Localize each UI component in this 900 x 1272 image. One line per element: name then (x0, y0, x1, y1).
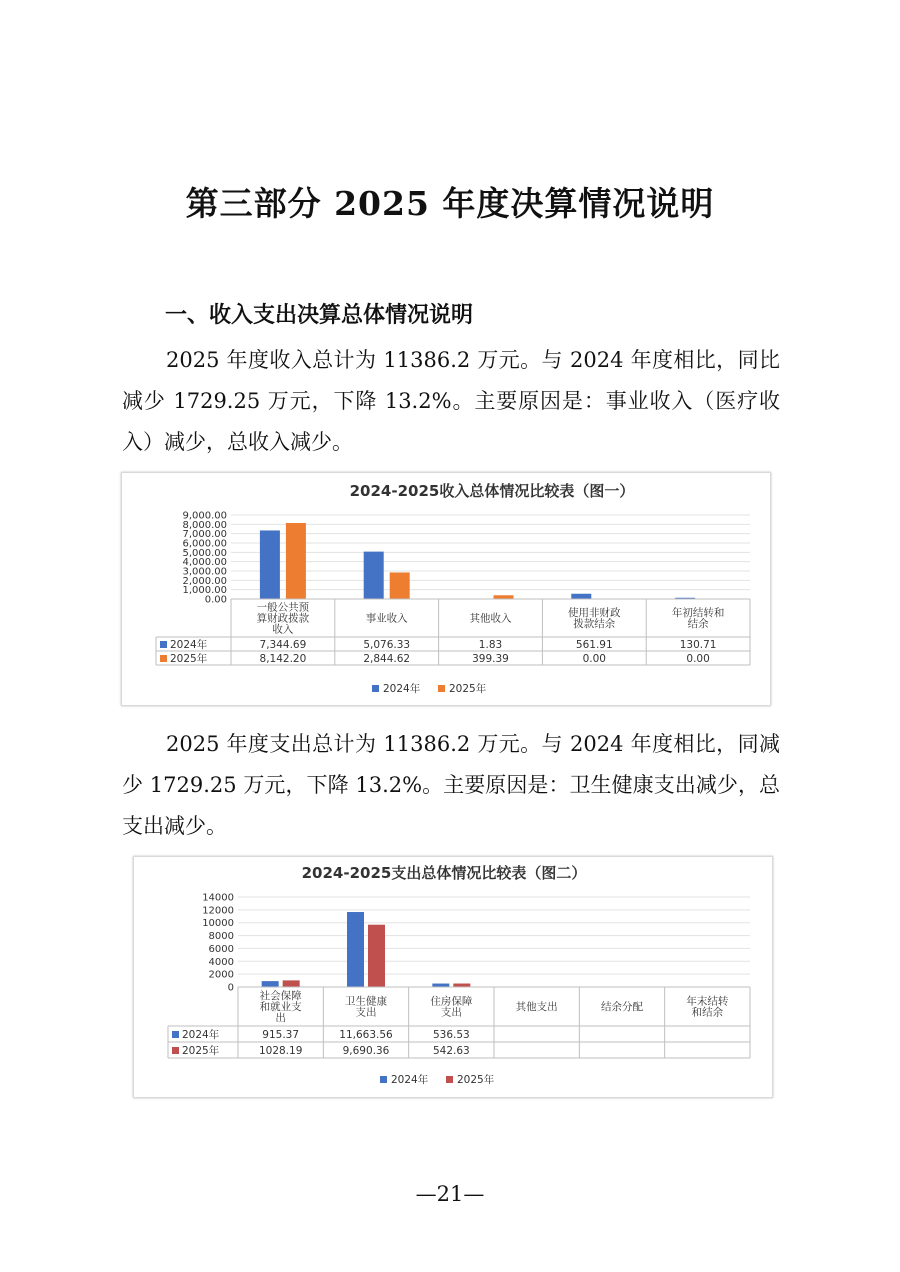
c1-data-label: 0.00 (582, 653, 606, 665)
c1-data-label: 399.39 (472, 653, 509, 665)
c1-y-tick-label: 6,000.00 (182, 538, 227, 550)
c1-bar-2025年 (494, 595, 514, 599)
c1-data-label: 5,076.33 (363, 639, 411, 651)
c1-y-tick-label: 8,000.00 (182, 519, 227, 531)
income-chart (121, 472, 771, 706)
c2-y-tick-label: 8000 (208, 931, 234, 943)
c1-data-label: 7,344.69 (259, 639, 307, 651)
income-chart-svg (122, 473, 770, 705)
expense-paragraph: 2025 年度支出总计为 11386.2 万元。与 2024 年度相比，同减少 1729.25 万元，下降 13.2%。主要原因是：卫生健康支出减少，总支出减少。 (122, 732, 780, 838)
c1-chart-title: 2024-2025收入总体情况比较表（图一） (349, 482, 635, 500)
c1-y-tick-label: 3,000.00 (182, 566, 227, 578)
c2-bar-2025年 (283, 980, 300, 987)
c2-bar-2025年 (453, 984, 470, 987)
c2-category-label: 和就业支 (259, 1001, 302, 1013)
c2-data-label: 1028.19 (258, 1045, 303, 1057)
income-paragraph: 2025 年度收入总计为 11386.2 万元。与 2024 年度相比，同比减少 1729.25 万元，下降 13.2%。主要原因是：事业收入（医疗收入）减少，总收入减少。 (122, 348, 780, 454)
c2-bar-2024年 (262, 981, 279, 987)
c1-legend-label: 2024年 (383, 683, 421, 695)
c2-category-label: 支出 (440, 1006, 462, 1019)
c1-category-label: 事业收入 (365, 612, 408, 625)
expense-chart (133, 856, 773, 1098)
c1-bar-2024年 (364, 552, 384, 599)
c2-y-tick-label: 6000 (208, 943, 234, 955)
c2-y-tick-label: 2000 (208, 969, 234, 981)
c1-category-label: 结余 (687, 618, 709, 630)
c2-data-label: 9,690.36 (342, 1045, 390, 1057)
c2-table-series-name: 2025年 (182, 1045, 220, 1057)
c1-legend-key (438, 685, 445, 692)
c2-category-label: 和结余 (691, 1006, 724, 1019)
c1-bar-2024年 (260, 530, 280, 599)
c1-y-tick-label: 7,000.00 (182, 529, 227, 541)
c2-category-label: 出 (275, 1012, 286, 1024)
c2-y-tick-label: 4000 (208, 956, 234, 968)
c2-category-label: 其他支出 (515, 1001, 558, 1013)
c2-data-label: 542.63 (432, 1045, 470, 1057)
c2-legend-key (446, 1076, 453, 1083)
page-number: —21— (415, 1182, 485, 1206)
c1-category-label: 使用非财政 (568, 607, 621, 619)
c1-legend-label: 2025年 (449, 683, 487, 695)
c1-bar-2024年 (571, 594, 591, 599)
c2-category-label: 住房保障 (430, 995, 473, 1008)
c2-y-tick-label: 14000 (202, 892, 234, 904)
c2-category-label: 年末结转 (686, 995, 729, 1008)
c1-data-label: 561.91 (575, 639, 613, 651)
c2-table-legend-key (172, 1031, 179, 1038)
c1-table-legend-key (160, 655, 167, 662)
c2-category-label: 社会保障 (259, 990, 302, 1002)
section-heading: 一、收入支出决算总体情况说明 (165, 303, 474, 328)
c1-category-label: 算财政拨款 (256, 612, 310, 625)
c1-category-label: 一般公共预 (256, 601, 310, 614)
c2-data-label: 536.53 (432, 1029, 470, 1041)
c2-bar-2024年 (432, 984, 449, 987)
c1-y-tick-label: 0.00 (204, 594, 227, 606)
c1-data-label: 2,844.62 (363, 653, 411, 665)
c2-table-legend-key (172, 1047, 179, 1054)
c2-category-label: 卫生健康 (345, 995, 387, 1008)
c2-y-tick-label: 12000 (202, 905, 234, 917)
c2-data-label: 915.37 (262, 1029, 300, 1041)
c2-legend-key (380, 1076, 387, 1083)
c1-y-tick-label: 5,000.00 (182, 547, 227, 559)
c1-category-label: 收入 (272, 623, 294, 636)
c1-y-tick-label: 4,000.00 (182, 557, 227, 569)
c1-table-series-name: 2024年 (170, 639, 208, 651)
c1-category-label: 年初结转和 (671, 607, 725, 619)
page-title: 第三部分 2025 年度决算情况说明 (185, 184, 715, 223)
c1-table-series-name: 2025年 (170, 653, 208, 665)
c2-category-label: 结余分配 (601, 1001, 643, 1013)
c1-y-tick-label: 2,000.00 (182, 575, 227, 587)
c2-legend-label: 2024年 (391, 1074, 429, 1086)
c2-chart-title: 2024-2025支出总体情况比较表（图二） (301, 864, 587, 882)
c1-legend-key (372, 685, 379, 692)
c1-category-label: 拨款结余 (573, 618, 616, 630)
c1-y-tick-label: 1,000.00 (182, 585, 227, 597)
expense-chart-svg (134, 857, 772, 1097)
c2-bar-2025年 (368, 925, 385, 987)
c1-category-label: 其他收入 (469, 612, 512, 625)
c2-y-tick-label: 0 (227, 982, 234, 994)
c2-bar-2024年 (347, 912, 364, 987)
c1-data-label: 130.71 (679, 639, 717, 651)
c2-table-series-name: 2024年 (182, 1029, 220, 1041)
c1-table-legend-key (160, 641, 167, 648)
c1-data-label: 1.83 (478, 639, 503, 651)
c2-y-tick-label: 10000 (202, 918, 234, 930)
c1-data-label: 0.00 (686, 653, 710, 665)
c1-bar-2025年 (390, 572, 410, 599)
c2-legend-label: 2025年 (457, 1074, 495, 1086)
c2-category-label: 支出 (355, 1006, 377, 1019)
c1-y-tick-label: 9,000.00 (182, 510, 227, 522)
c2-data-label: 11,663.56 (339, 1029, 393, 1041)
c1-bar-2025年 (286, 523, 306, 599)
c1-data-label: 8,142.20 (259, 653, 307, 665)
